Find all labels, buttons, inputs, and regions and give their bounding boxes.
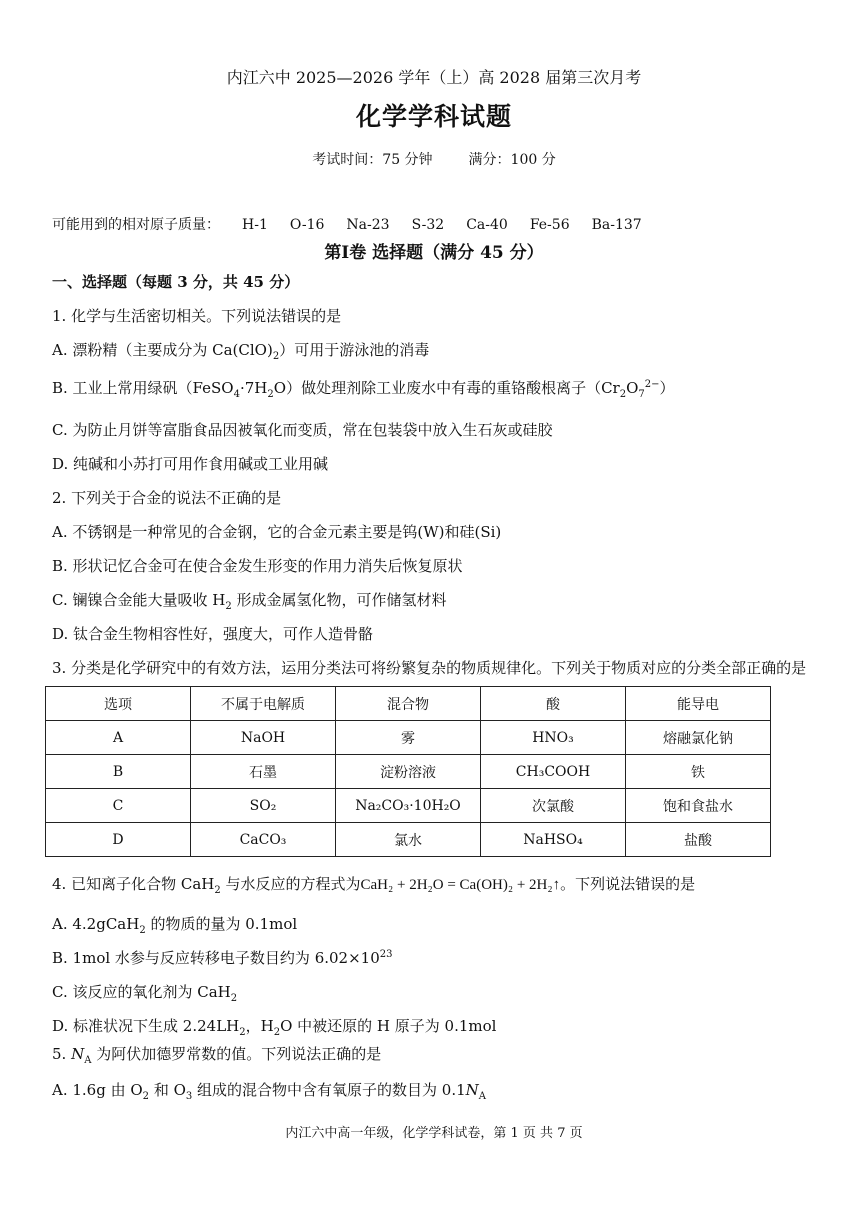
table-header-row bbox=[46, 687, 771, 721]
exam-info bbox=[0, 150, 868, 170]
table-cell: 石墨 bbox=[191, 755, 336, 789]
mass-item: S-32 bbox=[411, 217, 445, 233]
page-footer: 内江六中高一年级，化学学科试卷，第 1 页 共 7 页 bbox=[285, 1126, 583, 1141]
exam-score: 满分：100 分 bbox=[468, 152, 556, 168]
atomic-masses-label: 可能用到的相对原子质量： bbox=[52, 217, 220, 233]
table-cell: A bbox=[46, 721, 191, 755]
table-cell: 铁 bbox=[626, 755, 771, 789]
school-header: 内江六中 2025—2026 学年（上）高 2028 届第三次月考 bbox=[226, 68, 642, 87]
table-cell: 盐酸 bbox=[626, 823, 771, 857]
table-cell: B bbox=[46, 755, 191, 789]
page-title: 化学学科试题 bbox=[355, 102, 512, 131]
question-4-option-b: B. 1mol 水参与反应转移电子数目约为 $6.02\times 10^{23}$ bbox=[52, 949, 393, 967]
table-cell: 次氯酸 bbox=[481, 789, 626, 823]
question-4-option-a: A. 4.2gCaH$_2$ 的物质的量为 0.1mol bbox=[52, 915, 298, 936]
reaction-equation: CaH₂ + 2H₂O = Ca(OH)₂ + 2H₂↑ bbox=[360, 877, 561, 893]
mass-item: Na-23 bbox=[346, 217, 390, 233]
table-header-cell: 不属于电解质 bbox=[191, 687, 336, 721]
table-row bbox=[46, 823, 771, 857]
question-5-option-a: A. 1.6g 由 $O_2$ 和 $O_3$ 组成的混合物中含有氧原子的数目为 $0.1N_A$ bbox=[52, 1081, 487, 1102]
question-4-stem: 4. 已知离子化合物 CaH$_2$ 与水反应的方程式为CaH₂ + 2H₂O = Ca(OH)₂ + 2H₂↑。下列说法错误的是 bbox=[52, 875, 696, 896]
question-2-option-b: B. 形状记忆合金可在使合金发生形变的作用力消失后恢复原状 bbox=[52, 557, 463, 575]
table-cell: 氯水 bbox=[336, 823, 481, 857]
table-cell: CaCO₃ bbox=[191, 823, 336, 857]
table-cell: 淀粉溶液 bbox=[336, 755, 481, 789]
mass-item: Ba-137 bbox=[591, 217, 642, 233]
mass-item: O-16 bbox=[289, 217, 325, 233]
table-header-cell: 能导电 bbox=[626, 687, 771, 721]
table-cell: D bbox=[46, 823, 191, 857]
mass-item: Ca-40 bbox=[466, 217, 508, 233]
table-row bbox=[46, 721, 771, 755]
question-2-option-d: D. 钛合金生物相容性好，强度大，可作人造骨骼 bbox=[52, 625, 374, 643]
table-cell: 熔融氯化钠 bbox=[626, 721, 771, 755]
mass-item: H-1 bbox=[242, 217, 268, 233]
section-heading: 一、选择题（每题 3 分，共 45 分） bbox=[52, 273, 300, 291]
atomic-masses bbox=[52, 215, 642, 235]
table-row bbox=[46, 789, 771, 823]
table-cell: C bbox=[46, 789, 191, 823]
table-header-cell: 选项 bbox=[46, 687, 191, 721]
question-1-option-b: B. 工业上常用绿矾$(FeSO_4\cdot 7H_2O)$做处理剂除工业废水中有毒的重铬酸根离子$(Cr_2O_7^{2-})$ bbox=[52, 379, 675, 400]
table-cell: 饱和食盐水 bbox=[626, 789, 771, 823]
mass-item: Fe-56 bbox=[529, 217, 570, 233]
table-cell: NaHSO₄ bbox=[481, 823, 626, 857]
question-1-option-c: C. 为防止月饼等富脂食品因被氧化而变质，常在包装袋中放入生石灰或硅胶 bbox=[52, 421, 553, 439]
question-4-option-d: D. 标准状况下生成 $2.24LH_2$，$H_2O$ 中被还原的 H 原子为 0.1mol bbox=[52, 1017, 497, 1038]
table-row bbox=[46, 755, 771, 789]
table-cell: NaOH bbox=[191, 721, 336, 755]
table-cell: CH₃COOH bbox=[481, 755, 626, 789]
question-2-option-a: A. 不锈钢是一种常见的合金钢，它的合金元素主要是钨(W)和硅(Si) bbox=[52, 523, 502, 541]
question-1-option-d: D. 纯碱和小苏打可用作食用碱或工业用碱 bbox=[52, 455, 329, 473]
classification-table bbox=[45, 686, 771, 857]
question-1-stem: 1. 化学与生活密切相关。下列说法错误的是 bbox=[52, 307, 342, 325]
table-cell: 雾 bbox=[336, 721, 481, 755]
table-header-cell: 酸 bbox=[481, 687, 626, 721]
question-3-stem: 3. 分类是化学研究中的有效方法，运用分类法可将纷繁复杂的物质规律化。下列关于物质对应的分类全部正确的是 bbox=[52, 659, 807, 677]
question-2-option-c: C. 镧镍合金能大量吸收 $H_2$ 形成金属氢化物，可作储氢材料 bbox=[52, 591, 447, 612]
question-5-stem: 5. $N_A$ 为阿伏加德罗常数的值。下列说法正确的是 bbox=[52, 1045, 382, 1066]
question-2-stem: 2. 下列关于合金的说法不正确的是 bbox=[52, 489, 282, 507]
table-cell: HNO₃ bbox=[481, 721, 626, 755]
question-1-option-a: A. 漂粉精（主要成分为 $Ca(ClO)_2$）可用于游泳池的消毒 bbox=[52, 341, 430, 362]
part-title: 第Ⅰ卷 选择题（满分 45 分） bbox=[324, 243, 544, 263]
table-cell: Na₂CO₃·10H₂O bbox=[336, 789, 481, 823]
question-4-option-c: C. 该反应的氧化剂为 CaH$_2$ bbox=[52, 983, 238, 1004]
table-cell: SO₂ bbox=[191, 789, 336, 823]
table-header-cell: 混合物 bbox=[336, 687, 481, 721]
exam-time: 考试时间：75 分钟 bbox=[312, 152, 433, 168]
